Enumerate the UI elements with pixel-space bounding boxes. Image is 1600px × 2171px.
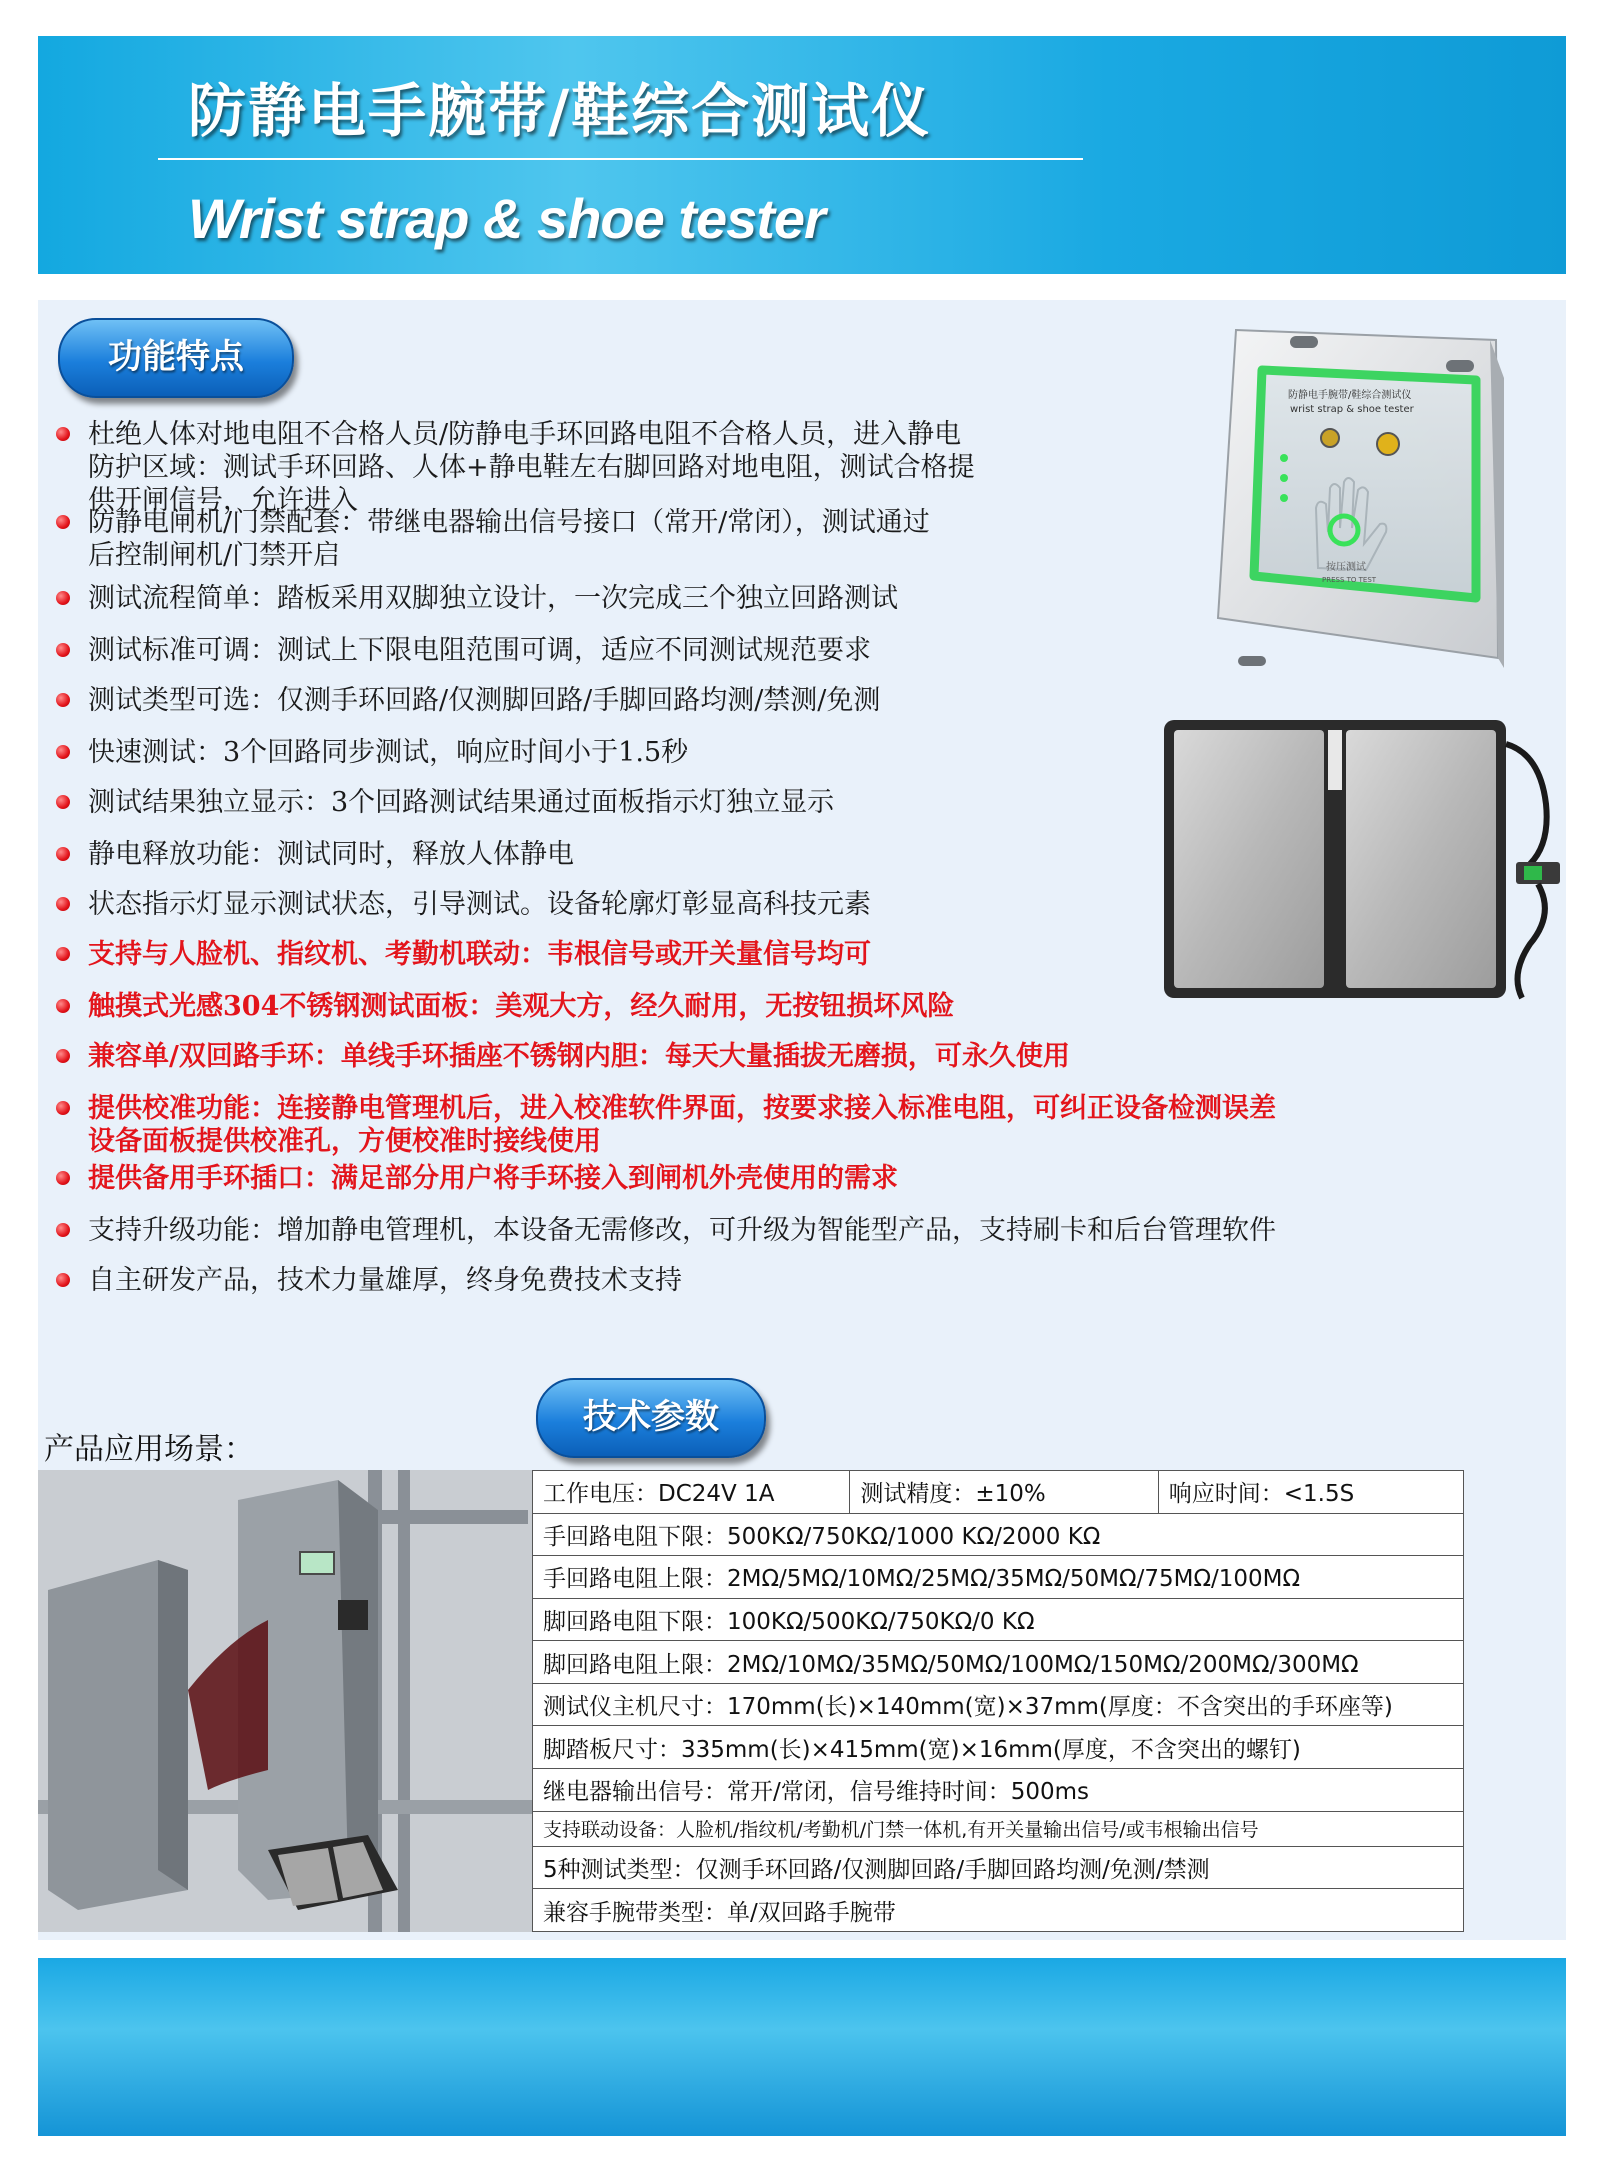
left-footplate (1174, 730, 1324, 988)
tester-slot-icon (338, 1600, 368, 1630)
bullet-dot-icon (56, 795, 70, 809)
spec-cell: 手回路电阻下限：500KΩ/750KΩ/1000 KΩ/2000 KΩ (533, 1513, 1464, 1556)
bullet-dot-icon (56, 591, 70, 605)
feature-line: 测试标准可调：测试上下限电阻范围可调，适应不同测试规范要求 (88, 635, 871, 666)
spec-cell: 手回路电阻上限：2MΩ/5MΩ/10MΩ/25MΩ/35MΩ/50MΩ/75MΩ/100MΩ (533, 1556, 1464, 1599)
feature-line: 提供校准功能：连接静电管理机后，进入校准软件界面，按要求接入标准电阻，可纠正设备检测误差 (88, 1093, 1276, 1124)
right-footplate (1346, 730, 1496, 988)
feature-line: 提供备用手环插口：满足部分用户将手环接入到闸机外壳使用的需求 (88, 1163, 898, 1194)
wrist-socket-1 (1321, 429, 1339, 447)
application-scene-image (38, 1470, 536, 1932)
feature-line: 后控制闸机/门禁开启 (88, 540, 341, 571)
bullet-dot-icon (56, 1223, 70, 1237)
device-title-cn: 防静电手腕带/鞋综合测试仪 (1288, 390, 1412, 401)
touch-label-en: PRESS TO TEST (1322, 576, 1377, 584)
spec-cell: 脚踏板尺寸：335mm(长)×415mm(宽)×16mm(厚度，不含突出的螺钉) (533, 1726, 1464, 1769)
spec-cell: 5种测试类型：仅测手环回路/仅测脚回路/手脚回路均测/免测/禁测 (533, 1846, 1464, 1889)
bullet-dot-icon (56, 1273, 70, 1287)
feature-item (50, 838, 574, 871)
spec-row (533, 1846, 1464, 1889)
spec-cell: 继电器输出信号：常开/常闭，信号维持时间：500ms (533, 1769, 1464, 1812)
feature-item (50, 888, 871, 921)
feature-line: 状态指示灯显示测试状态，引导测试。设备轮廓灯彰显高科技元素 (88, 889, 871, 920)
feature-line: 设备面板提供校准孔，方便校准时接线使用 (88, 1126, 601, 1157)
wrist-socket-2 (1377, 433, 1399, 455)
feature-item (50, 1092, 1276, 1158)
spec-cell: 脚回路电阻上限：2MΩ/10MΩ/35MΩ/50MΩ/100MΩ/150MΩ/200MΩ/300MΩ (533, 1641, 1464, 1684)
spec-row (533, 1598, 1464, 1641)
bullet-dot-icon (56, 693, 70, 707)
spec-table (532, 1470, 1464, 1932)
status-led-3 (1280, 494, 1288, 502)
feature-item (50, 418, 975, 517)
title-cn: 防静电手腕带/鞋综合测试仪 (188, 77, 932, 145)
feature-item (50, 1162, 898, 1195)
feature-item (50, 736, 688, 769)
bullet-dot-icon (56, 999, 70, 1013)
feature-item (50, 1040, 1070, 1073)
feature-line: 支持与人脸机、指纹机、考勤机联动：韦根信号或开关量信号均可 (88, 939, 871, 970)
spec-cell: 测试精度：±10% (850, 1471, 1158, 1514)
feature-line: 供开闸信号，允许进入 (88, 485, 358, 516)
status-led-2 (1280, 474, 1288, 482)
feature-line: 兼容单/双回路手环：单线手环插座不锈钢内胆：每天大量插拔无磨损，可永久使用 (88, 1041, 1070, 1072)
feature-item (50, 506, 930, 572)
bullet-dot-icon (56, 847, 70, 861)
spec-row (533, 1513, 1464, 1556)
bullet-dot-icon (56, 947, 70, 961)
spec-row (533, 1471, 1464, 1514)
bullet-dot-icon (56, 1101, 70, 1115)
footplate-image (1160, 714, 1570, 1004)
spec-cell: 兼容手腕带类型：单/双回路手腕带 (533, 1889, 1464, 1932)
spec-row (533, 1769, 1464, 1812)
bullet-dot-icon (56, 745, 70, 759)
spec-cell: 支持联动设备：人脸机/指纹机/考勤机/门禁一体机,有开关量输出信号/或韦根输出信号 (533, 1811, 1464, 1846)
feature-line: 测试类型可选：仅测手环回路/仅测脚回路/手脚回路均测/禁测/免测 (88, 685, 881, 716)
spec-row (533, 1889, 1464, 1932)
bullet-dot-icon (56, 427, 70, 441)
spec-cell: 测试仪主机尺寸：170mm(长)×140mm(宽)×37mm(厚度：不含突出的手环座等) (533, 1683, 1464, 1726)
touch-label: 按压测试 (1326, 562, 1366, 573)
feature-line: 防静电闸机/门禁配套：带继电器输出信号接口（常开/常闭），测试通过 (88, 507, 930, 538)
spec-row (533, 1683, 1464, 1726)
feature-line: 触摸式光感304不锈钢测试面板：美观大方，经久耐用，无按钮损坏风险 (88, 991, 955, 1022)
bullet-dot-icon (56, 897, 70, 911)
spec-row (533, 1556, 1464, 1599)
bullet-dot-icon (56, 515, 70, 529)
spec-row (533, 1726, 1464, 1769)
feature-line: 测试结果独立显示：3个回路测试结果通过面板指示灯独立显示 (88, 787, 835, 818)
feature-line: 静电释放功能：测试同时，释放人体静电 (88, 839, 574, 870)
spec-cell: 脚回路电阻下限：100KΩ/500KΩ/750KΩ/0 KΩ (533, 1598, 1464, 1641)
feature-item (50, 786, 834, 819)
feature-line: 杜绝人体对地电阻不合格人员/防静电手环回路电阻不合格人员，进入静电 (88, 419, 962, 450)
header-banner (38, 36, 1566, 274)
footer-banner (38, 1958, 1566, 2136)
title-divider (158, 158, 1083, 160)
feature-line: 自主研发产品，技术力量雄厚，终身免费技术支持 (88, 1265, 682, 1296)
feature-line: 测试流程简单：踏板采用双脚独立设计，一次完成三个独立回路测试 (88, 583, 898, 614)
specs-heading: 技术参数 (536, 1378, 766, 1458)
feature-item (50, 634, 871, 667)
device-title-en: wrist strap & shoe tester (1290, 404, 1414, 415)
card-reader-icon (300, 1552, 334, 1574)
feature-item (50, 582, 898, 615)
scene-label: 产品应用场景： (44, 1432, 254, 1467)
feature-item (50, 938, 871, 971)
feature-line: 支持升级功能：增加静电管理机，本设备无需修改，可升级为智能型产品，支持刷卡和后台管理软件 (88, 1215, 1276, 1246)
spec-row (533, 1641, 1464, 1684)
title-en: Wrist strap & shoe tester (188, 187, 825, 250)
feature-item (50, 1214, 1276, 1247)
feature-line: 防护区域：测试手环回路、人体+静电鞋左右脚回路对地电阻，测试合格提 (88, 452, 975, 483)
feature-item (50, 1264, 682, 1297)
features-heading: 功能特点 (58, 318, 294, 398)
bullet-dot-icon (56, 1171, 70, 1185)
feature-line: 快速测试：3个回路同步测试，响应时间小于1.5秒 (88, 737, 689, 768)
spec-cell: 工作电压：DC24V 1A (533, 1471, 850, 1514)
feature-item (50, 990, 954, 1023)
spec-row (533, 1811, 1464, 1846)
feature-item (50, 684, 880, 717)
status-led-1 (1280, 454, 1288, 462)
spec-cell: 响应时间：<1.5S (1158, 1471, 1463, 1514)
bullet-dot-icon (56, 643, 70, 657)
bullet-dot-icon (56, 1049, 70, 1063)
tester-device-image (1198, 318, 1508, 688)
